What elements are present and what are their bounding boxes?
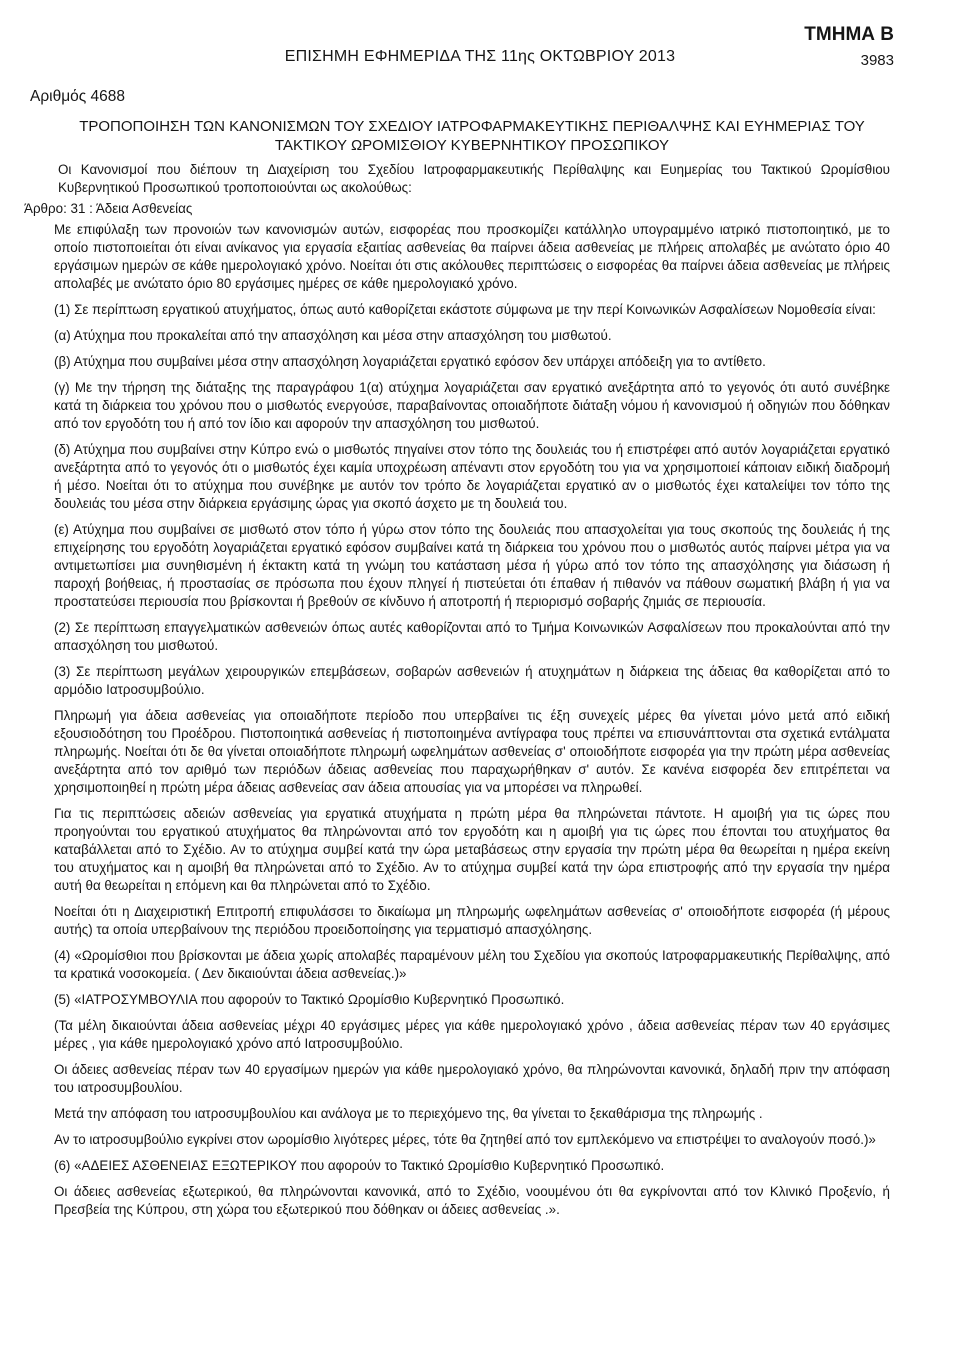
paragraph-5-members: (Τα μέλη δικαιούνται άδεια ασθενείας μέχρι 40 εργάσιμες μέρες για κάθε ημερολογιακό χρόνο , άδεια ασθενείας πέραν των 40 εργάσιμες μέρες , για κάθε ημερολογιακό χρόνο από Ιατροσυμβούλιο. bbox=[54, 1018, 890, 1051]
paragraph-1c: (γ) Με την τήρηση της διάταξης της παραγράφου 1(α) ατύχημα λογαριάζεται σαν εργατικό ανεξάρτητα από το γεγονός ότι αυτό συνέβηκε κατά τη διάρκεια του χρόνου που ο μισθωτός ενεργούσε, παραβαίνοντας οποιαδήποτε διάταξη νόμου ή κανονισμού ή οδηγιών που δόθηκαν από τον εργοδότη του ή από τον ίδιο και αφορούν την απασχόληση του μισθωτού. bbox=[54, 380, 890, 431]
paragraph-1e: (ε) Ατύχημα που συμβαίνει σε μισθωτό στον τόπο ή γύρω στον τόπο της δουλειάς που απασχολείται για τους σκοπούς της δουλειάς ή της επιχείρησης του εργοδότη λογαριάζεται εργατικό εφόσον συμβαίνει κατά τη διάρκεια του χρόνου που ο μισθωτός αυτός παίρνει μέτρα για να αντιμετωπίσει μια συνηθισμένη ή έκτακτη κατά τη γνώμη του κατάσταση μέσα ή γύρω από τον τόπο της απασχόλησης για διάσωση ή παροχή βοήθειας, ή προστασίας σε πρόσωπα που έχουν πληγεί ή πιστεύεται ότι έπαθαν ή πιθανόν να πάθουν σωματική βλάβη ή για να προστατεύσει περιουσία που βρίσκονται ή βρεθούν σε κίνδυνο ή αποτροπή ή περιορισμό σοβαρής ζημιάς σε περιουσία. bbox=[54, 522, 890, 609]
document-body bbox=[24, 117, 890, 1219]
paragraph-1b: (β) Ατύχημα που συμβαίνει μέσα στην απασχόληση λογαριάζεται εργατικό εφόσον δεν υπάρχει απόδειξη για το αντίθετο. bbox=[54, 354, 766, 369]
paragraph-6: (6) «ΑΔΕΙΕΣ ΑΣΘΕΝΕΙΑΣ ΕΞΩΤΕΡΙΚΟΥ που αφορούν το Τακτικό Ωρομίσθιο Κυβερνητικό Προσωπικό. bbox=[54, 1158, 665, 1173]
paragraph-payment: Πληρωμή για άδεια ασθενείας για οποιαδήποτε περίοδο που υπερβαίνει τις έξη συνεχείς μέρες θα γίνεται μόνο μετά από ειδική εξουσιοδότηση του Προέδρου. Πιστοποιητικά ασθενείας ή πιστοποιημένα αντίγραφα τους πρέπει να επισυνάπτονται στα σχετικά εντάλματα πληρωμής. Νοείται ότι δε θα γίνεται οποιαδήποτε πληρωμή ωφελημάτων ασθενείας σ' οποιοδήποτε εισφορέα για την πρώτη μέρα ασθενείας ανεξάρτητα από τον αριθμό των περιόδων άδειας ασθενείας που παραχωρήθηκαν σ' αυτόν. Σε κανένα εισφορέα δεν επιτρέπεται να χρησιμοποιηθεί η πρώτη μέρα άδειας ασθενείας σαν άδεια απουσίας για να μπορέσει να πληρωθεί. bbox=[54, 708, 890, 795]
paragraph-6-abroad: Οι άδειες ασθενείας εξωτερικού, θα πληρώνονται κανονικά, από το Σχέδιο, νοουμένου ότι θα εγκρίνονται από τον Κλινικό Προξενίο, ή Πρεσβεία της Κύπρου, στη χώρα του εξωτερικού που δόθηκαν οι άδειες ασθενείας .». bbox=[54, 1184, 890, 1217]
intro-paragraph: Οι Κανονισμοί που διέπουν τη Διαχείριση του Σχεδίου Ιατροφαρμακευτικής Περίθαλψης και Ευημερίας του Τακτικού Ωρομίσθιου Κυβερνητικού Προσωπικού τροποποιούνται ως ακολούθως: bbox=[58, 162, 890, 195]
document-title: ΤΡΟΠΟΠΟΙΗΣΗ ΤΩΝ ΚΑΝΟΝΙΣΜΩΝ ΤΟΥ ΣΧΕΔΙΟΥ ΙΑΤΡΟΦΑΡΜΑΚΕΥΤΙΚΗΣ ΠΕΡΙΘΑΛΨΗΣ ΚΑΙ ΕΥΗΜΕΡΙΑΣ ΤΟΥ ΤΑΚΤΙΚΟΥ ΩΡΟΜΙΣΘΙΟΥ ΚΥΒΕΡΝΗΤΙΚΟΥ ΠΡΟΣΩΠΙΚΟΥ bbox=[79, 118, 865, 154]
paragraph-accidents: Για τις περιπτώσεις αδειών ασθενείας για εργατικά ατυχήματα η πρώτη μέρα θα πληρώνεται πάντοτε. Η αμοιβή για τις ώρες που προηγούνται του εργατικού ατυχήματος θα πληρώνονται από τον εργοδότη και η αμοιβή για τις ώρες που έπονται του ατυχήματος θα καταβάλλεται από το Σχέδιο. Αν το ατύχημα συμβεί κατά την ώρα μεταβάσεως στην εργασία την πρώτη μέρα θα θεωρείται η ημέρα εκείνη του ατυχήματος και η αμοιβή θα πληρώνεται από το Σχέδιο. Αν το ατύχημα συμβεί κατά την ώρα επιστροφής από την εργασία την ημέρα αυτή θα θεωρείται η επόμενη και θα πληρώνεται από το Σχέδιο. bbox=[54, 806, 890, 893]
article-heading: Άρθρο: 31 : Άδεια Ασθενείας bbox=[24, 201, 193, 216]
gazette-title: ΕΠΙΣΗΜΗ ΕΦΗΜΕΡΙΔΑ ΤΗΣ 11ης ΟΚΤΩΒΡΙΟΥ 2013 bbox=[284, 48, 676, 65]
paragraph-5-leave-beyond: Οι άδειες ασθενείας πέραν των 40 εργασίμων ημερών για κάθε ημερολογιακό χρόνο, θα πληρώνονται κανονικά, δηλαδή πριν την απόφαση του ιατροσυμβουλίου. bbox=[54, 1062, 890, 1095]
paragraph-2: (2) Σε περίπτωση επαγγελματικών ασθενειών όπως αυτές καθορίζονται από το Τμήμα Κοινωνικών Ασφαλίσεων που προκαλούνται από την απασχόληση του μισθωτού. bbox=[54, 620, 890, 653]
decision-number: Αριθμός 4688 bbox=[30, 88, 126, 105]
paragraph-1d: (δ) Ατύχημα που συμβαίνει στην Κύπρο ενώ ο μισθωτός πηγαίνει στον τόπο της δουλειάς του ή επιστρέφει από αυτόν λογαριάζεται εργατικό ανεξάρτητα από το γεγονός ότι ο μισθωτός έχει καμία υποχρέωση απέναντι στον εργοδότη του για να χρησιμοποιεί κάποιαν ειδική διαδρομή ή μέσο. Νοείται ότι το ατύχημα που συνέβηκε με αυτόν τον τρόπο δε λογαριάζεται εργατικό αν ο μισθωτός έχει καταλείψει τον τόπο της δουλειάς του μέσα στην διάρκεια εργάσιμης ώρας για σκοπό άσχετο με τη δουλειά του. bbox=[54, 442, 890, 511]
paragraph-5-after-decision: Μετά την απόφαση του ιατροσυμβουλίου και ανάλογα με το περιεχόμενο της, θα γίνεται το ξεκαθάρισμα της πληρωμής . bbox=[54, 1106, 763, 1121]
paragraph-committee: Νοείται ότι η Διαχειριστική Επιτροπή επιφυλάσσει το δικαίωμα μη πληρωμής ωφελημάτων ασθενείας σ' οποιοδήποτε εισφορέα (ή μέρους αυτής) τα οποία υπερβαίνουν της περιόδου προειδοποίησης για τερματισμό απασχόλησης. bbox=[54, 904, 890, 937]
page-number: 3983 bbox=[860, 52, 894, 69]
paragraph-1: (1) Σε περίπτωση εργατικού ατυχήματος, όπως αυτό καθορίζεται εκάστοτε σύμφωνα με την περί Κοινωνικών Ασφαλίσεων Νομοθεσία είναι: bbox=[54, 302, 876, 317]
paragraph-sick-leave: Με επιφύλαξη των προνοιών των κανονισμών αυτών, εισφορέας που προσκομίζει κατάλληλο υπογραμμένο ιατρικό πιστοποιητικό, με το οποίο πιστοποιείται ότι είναι ανίκανος για εργασία εξαιτίας ασθενείας θα παίρνει άδεια ασθενείας με πλήρεις απολαβές με ανώτατο όριο 40 εργάσιμων ημερών σε κάθε ημερολογιακό χρόνο. Νοείται ότι στις ακόλουθες περιπτώσεις ο εισφορέας θα παίρνει άδεια ασθενείας με πλήρεις απολαβές με ανώτατο όριο 80 εργάσιμες ημέρες σε κάθε ημερολογιακό χρόνο. bbox=[54, 222, 890, 291]
section-label: ΤΜΗΜΑ Β bbox=[804, 24, 894, 45]
paragraph-1a: (α) Ατύχημα που προκαλείται από την απασχόληση και μέσα στην απασχόληση του μισθωτού. bbox=[54, 328, 612, 343]
paragraph-4: (4) «Ωρομίσθιοι που βρίσκονται με άδεια χωρίς απολαβές παραμένουν μέλη του Σχεδίου για σκοπούς Ιατροφαρμακευτικής Περίθαλψης, από τα κρατικά νοσοκομεία. ( Δεν δικαιούνται άδεια ασθενείας.)» bbox=[54, 948, 890, 981]
paragraph-3: (3) Σε περίπτωση μεγάλων χειρουργικών επεμβάσεων, σοβαρών ασθενειών ή ατυχημάτων η διάρκεια της άδειας θα καθορίζεται από το αρμόδιο Ιατροσυμβούλιο. bbox=[54, 664, 890, 697]
paragraph-5: (5) «ΙΑΤΡΟΣΥΜΒΟΥΛΙΑ που αφορούν το Τακτικό Ωρομίσθιο Κυβερνητικό Προσωπικό. bbox=[54, 992, 565, 1007]
paragraph-5-refund: Αν το ιατροσυμβούλιο εγκρίνει στον ωρομίσθιο λιγότερες μέρες, τότε θα ζητηθεί από τον εμπλεκόμενο να επιστρέψει το αναλογούν ποσό.)» bbox=[54, 1132, 876, 1147]
